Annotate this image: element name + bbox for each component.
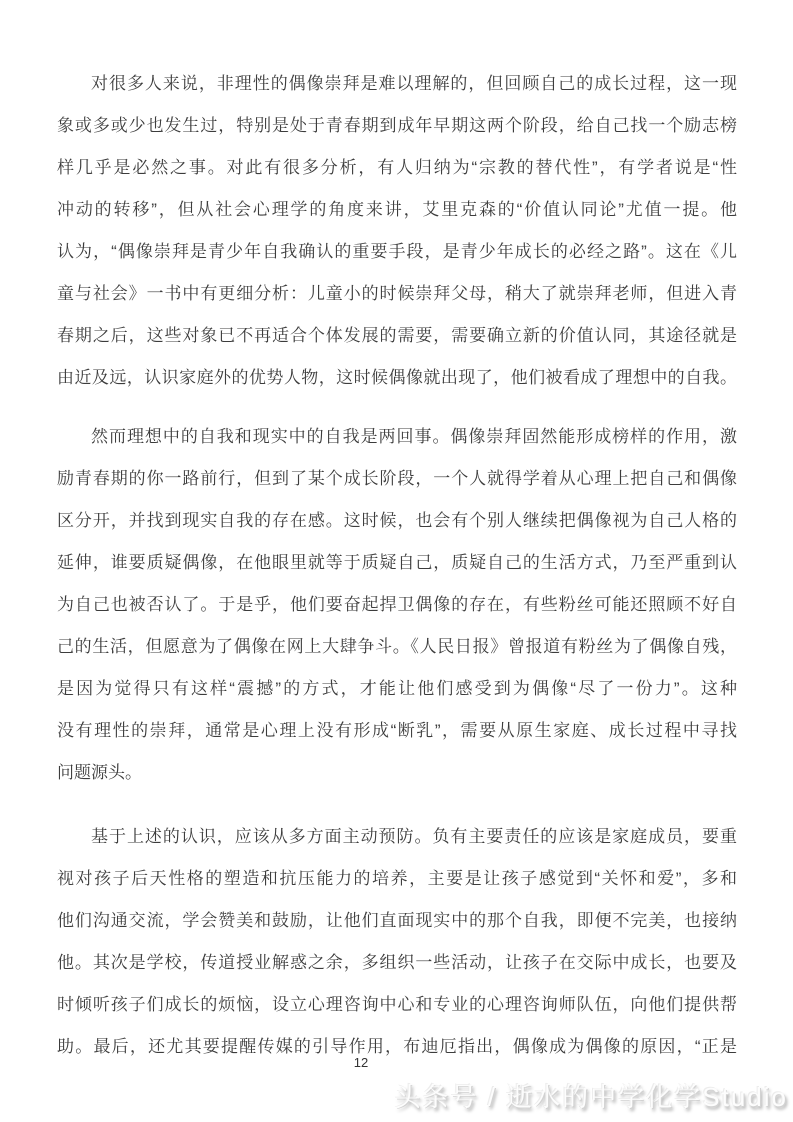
- text-line: 对很多人来说，非理性的偶像崇拜是难以理解的，但回顾自己的成长过程，这一现: [91, 74, 737, 93]
- text-line: 没有理性的崇拜，通常是心理上没有形成“断乳”，需要从原生家庭、成长过程中寻找: [57, 721, 737, 740]
- text-line: 己的生活，但愿意为了偶像在网上大肆争斗。《人民日报》曾报道有粉丝为了偶像自残，: [57, 637, 737, 656]
- text-line: 助。最后，还尤其要提醒传媒的引导作用，布迪厄指出，偶像成为偶像的原因，“正是: [57, 1037, 737, 1056]
- text-line: 基于上述的认识，应该从多方面主动预防。负有主要责任的应该是家庭成员，要重: [91, 827, 737, 846]
- text-line: 他们沟通交流，学会赞美和鼓励，让他们直面现实中的那个自我，即便不完美，也接纳: [57, 911, 737, 930]
- text-line: 区分开，并找到现实自我的存在感。这时候，也会有个别人继续把偶像视为自己人格的: [57, 511, 737, 530]
- text-line: 样几乎是必然之事。对此有很多分析，有人归纳为“宗教的替代性”，有学者说是“性: [57, 158, 737, 177]
- text-line: 他。其次是学校，传道授业解惑之余，多组织一些活动，让孩子在交际中成长，也要及: [57, 953, 737, 972]
- paragraph: [57, 63, 737, 399]
- text-line: 时倾听孩子们成长的烦恼，设立心理咨询中心和专业的心理咨询师队伍，向他们提供帮: [57, 995, 737, 1014]
- text-line: 春期之后，这些对象已不再适合个体发展的需要，需要确立新的价值认同，其途径就是: [57, 326, 737, 345]
- text-line: 是因为觉得只有这样“震撼”的方式，才能让他们感受到为偶像“尽了一份力”。这种: [57, 679, 737, 698]
- paragraph: [57, 816, 737, 1068]
- text-line: 延伸，谁要质疑偶像，在他眼里就等于质疑自己，质疑自己的生活方式，乃至严重到认: [57, 553, 737, 572]
- paragraph: [57, 416, 737, 794]
- text-line: 然而理想中的自我和现实中的自我是两回事。偶像崇拜固然能形成榜样的作用，激: [91, 427, 737, 446]
- text-line: 为自己也被否认了。于是乎，他们要奋起捍卫偶像的存在，有些粉丝可能还照顾不好自: [57, 595, 737, 614]
- text-line: 励青春期的你一路前行，但到了某个成长阶段，一个人就得学着从心理上把自己和偶像: [57, 469, 737, 488]
- text-line: 冲动的转移”，但从社会心理学的角度来讲，艾里克森的“价值认同论”尤值一提。他: [57, 200, 737, 219]
- text-line: 童与社会》一书中有更细分析：儿童小的时候崇拜父母，稍大了就崇拜老师，但进入青: [57, 284, 737, 303]
- page-number: 12: [353, 1055, 369, 1070]
- text-line: 问题源头。: [57, 763, 142, 782]
- text-line: 象或多或少也发生过，特别是处于青春期到成年早期这两个阶段，给自己找一个励志榜: [57, 116, 737, 135]
- document-body: [57, 63, 737, 1068]
- text-line: 认为，“偶像崇拜是青少年自我确认的重要手段，是青少年成长的必经之路”。这在《儿: [57, 242, 737, 261]
- text-line: 由近及远，认识家庭外的优势人物，这时候偶像就出现了，他们被看成了理想中的自我。: [57, 368, 737, 387]
- watermark: 头条号 / 逝水的中学化学Studio: [394, 1082, 788, 1112]
- text-line: 视对孩子后天性格的塑造和抗压能力的培养，主要是让孩子感觉到“关怀和爱”，多和: [57, 869, 737, 888]
